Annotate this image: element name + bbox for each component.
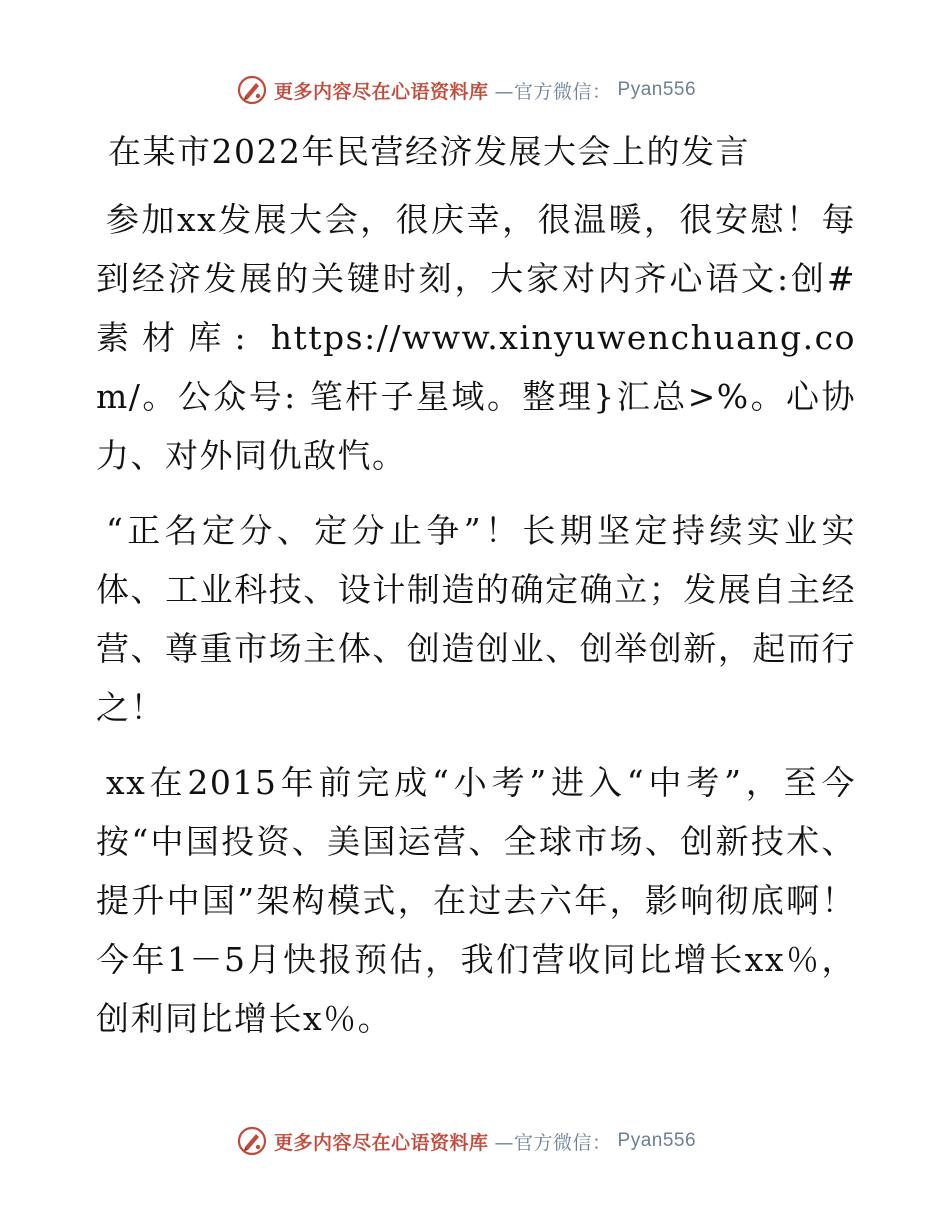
document-body: [96, 122, 856, 1064]
watermark-official: —官方微信：: [494, 1131, 612, 1154]
pen-logo-icon: [236, 1125, 268, 1157]
paragraph-3: xx在2015年前完成“小考”进入“中考”，至今按“中国投资、美国运营、全球市场、创新技术、提升中国”架构模式，在过去六年，影响彻底啊！今年1－5月快报预估，我们营收同比增长xx％，创利同比增长x％。: [96, 763, 856, 1038]
watermark-footer: [236, 1124, 756, 1158]
watermark-account: Pyan556: [617, 79, 697, 100]
watermark-brand: 更多内容尽在心语资料库: [274, 1131, 489, 1154]
watermark-account: Pyan556: [617, 1130, 697, 1151]
watermark-official: —官方微信：: [494, 80, 612, 103]
watermark-header: [236, 73, 756, 107]
paragraph-2: “正名定分、定分止争”！长期坚定持续实业实体、工业科技、设计制造的确定确立；发展自主经营、尊重市场主体、创造创业、创举创新，起而行之！: [96, 511, 856, 727]
document-title: 在某市2022年民营经济发展大会上的发言: [108, 132, 750, 171]
paragraph-1: 参加xx发展大会，很庆幸，很温暖，很安慰！每到经济发展的关键时刻，大家对内齐心语文:创#素材库: https://www.xinyuwenchuang.com/。公众号: 笔杆子星域。整理}汇总>%。心协力、对外同仇敌忾。: [96, 200, 856, 475]
pen-logo-icon: [236, 74, 268, 106]
watermark-brand: 更多内容尽在心语资料库: [274, 80, 489, 103]
